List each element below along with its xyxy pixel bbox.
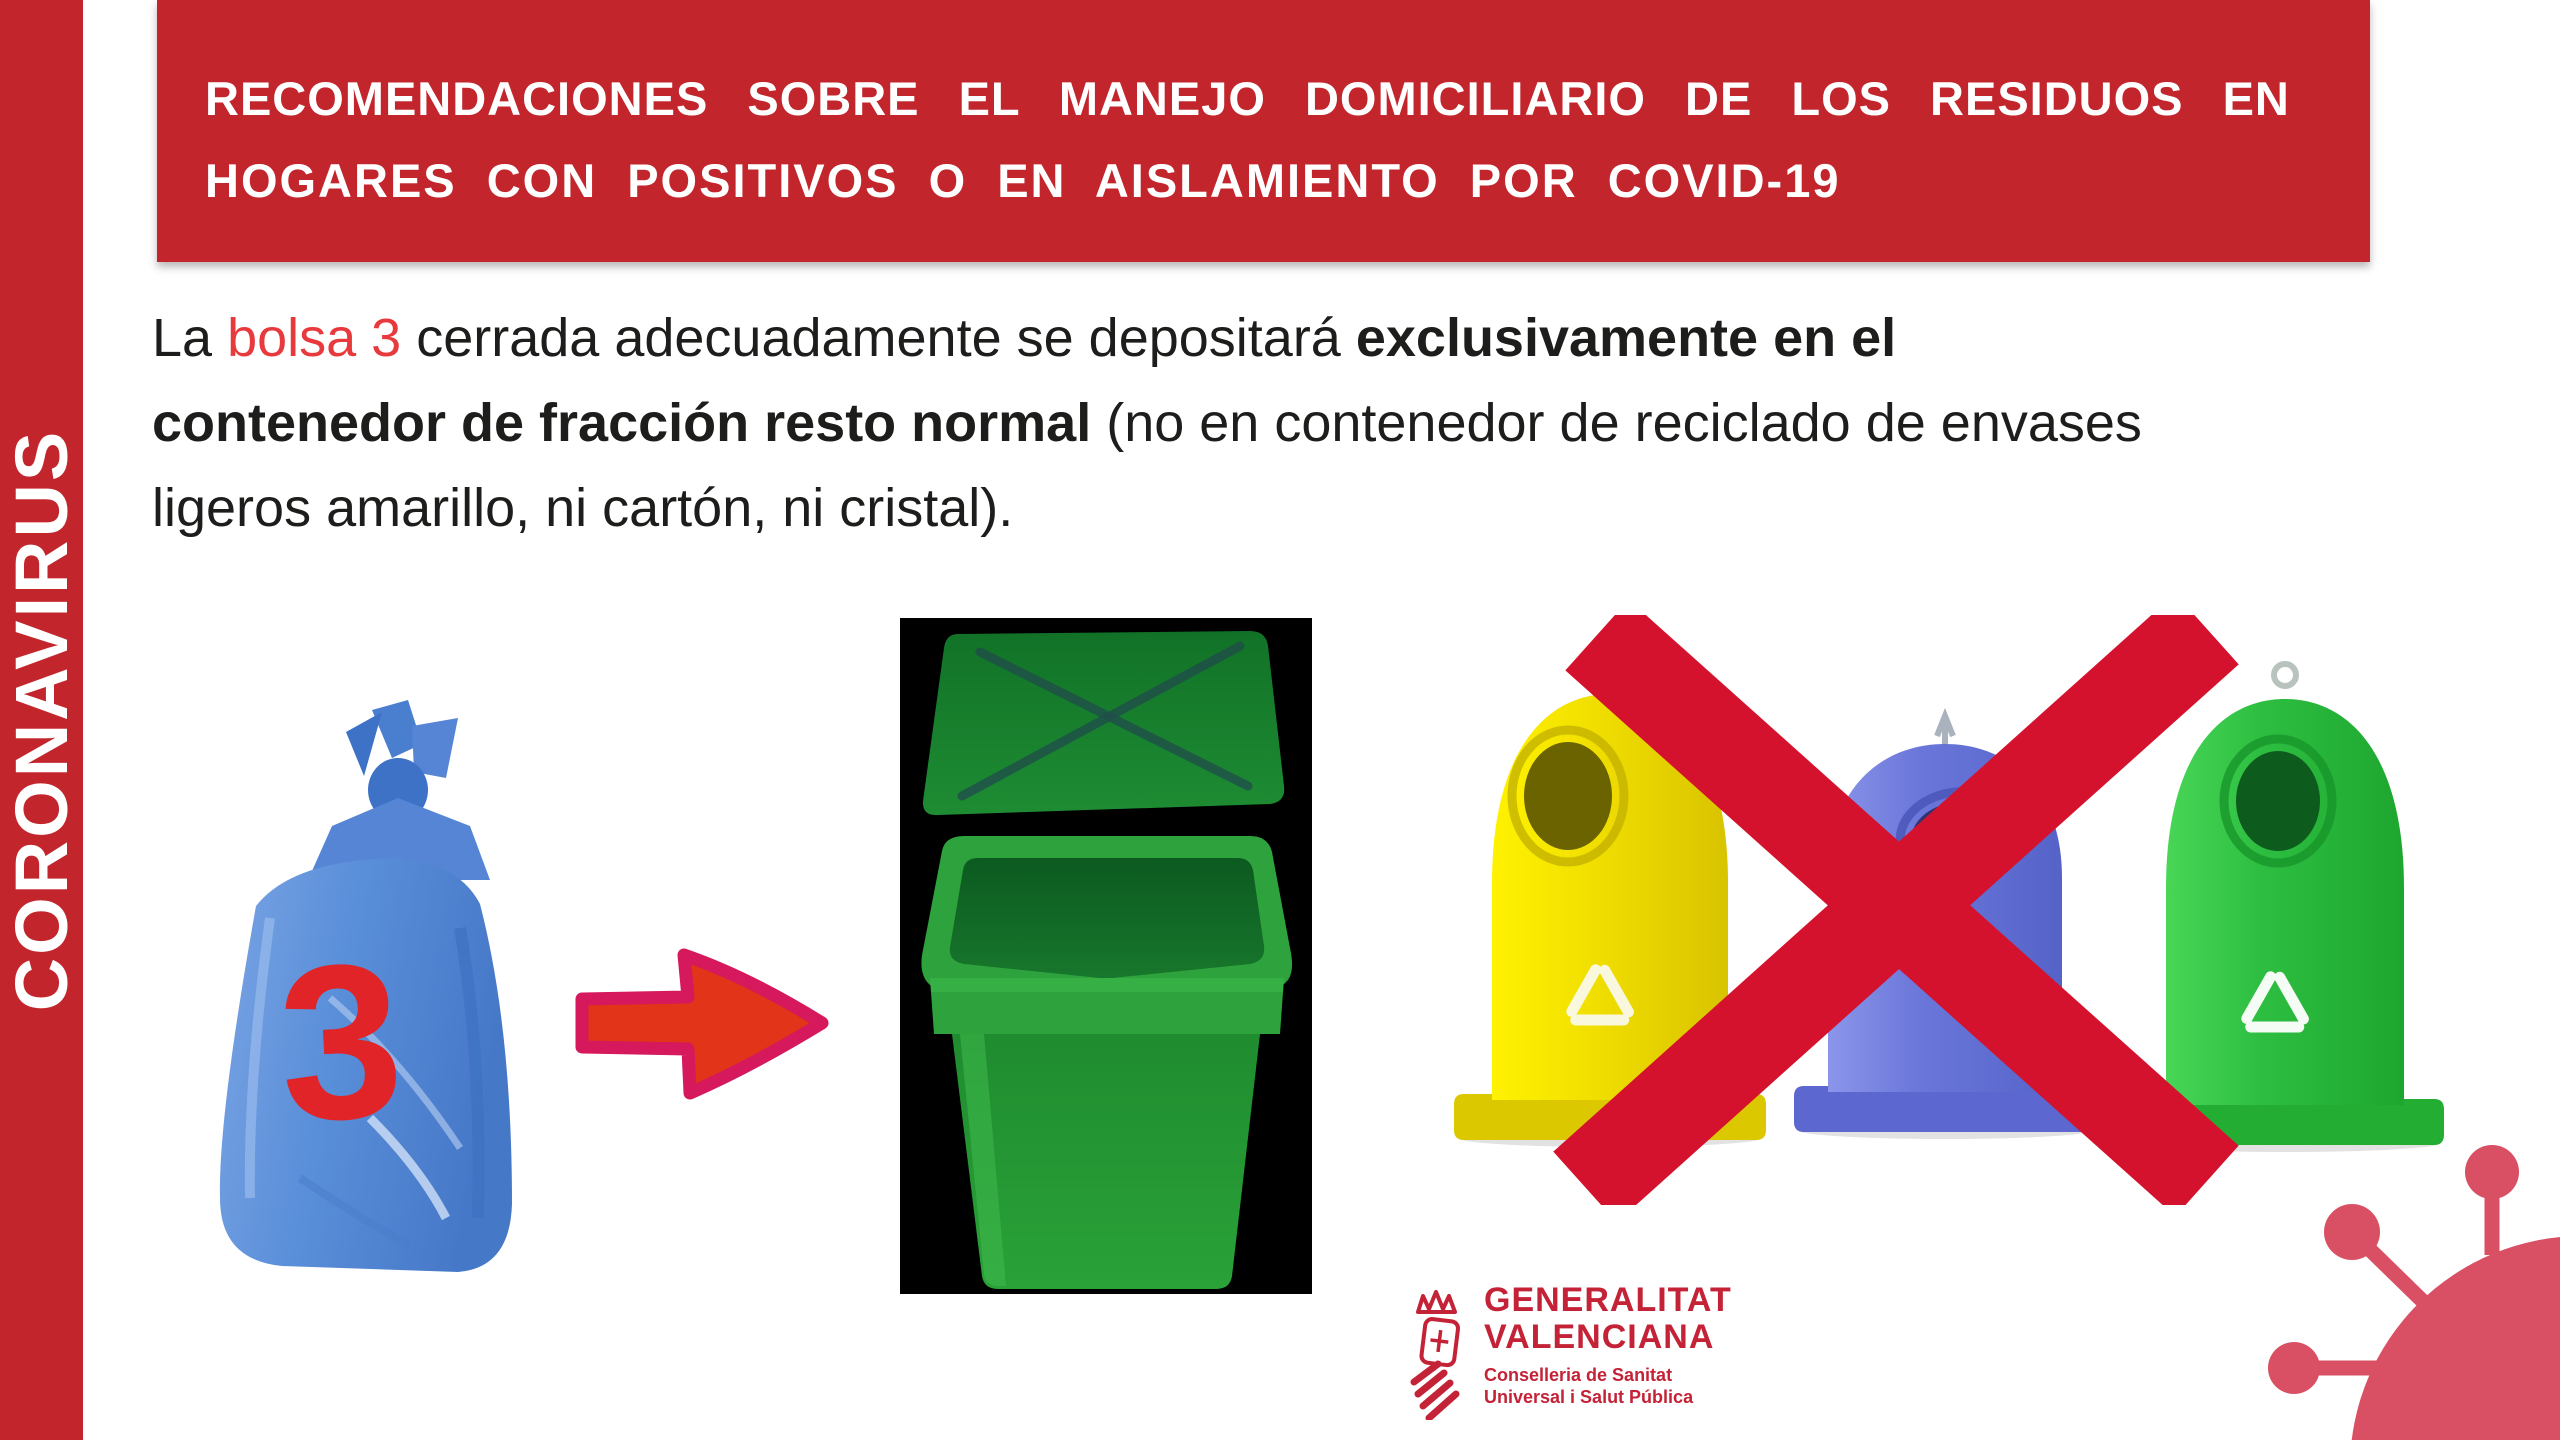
green-bin-graphic	[900, 618, 1312, 1294]
body-text-segment: (no en contenedor de reciclado de envases	[1091, 393, 2142, 453]
body-text-segment: cerrada adecuadamente se depositará	[401, 308, 1356, 368]
logo-generalitat: GENERALITAT	[1484, 1281, 1732, 1319]
container-ring	[2274, 664, 2296, 686]
coronavirus-sidebar	[0, 0, 83, 1440]
arrow-right-icon	[570, 925, 840, 1130]
body-text-line	[152, 296, 2352, 381]
coronavirus-label: CORONAVIRUS	[0, 428, 83, 1012]
title-banner	[157, 0, 2370, 262]
coronavirus-sidebar-rotated	[0, 0, 83, 1440]
logo-conselleria-line1: Conselleria de Sanitat	[1484, 1365, 1673, 1385]
bag-number-label: 3	[273, 915, 409, 1168]
bag-knot	[308, 700, 490, 880]
rest-fraction-bin-panel	[900, 618, 1312, 1294]
body-text-segment: contenedor de fracción resto normal	[152, 393, 1092, 453]
coronavirus-decoration-icon	[2230, 1120, 2560, 1440]
body-text-line	[152, 381, 2352, 466]
body-text-line	[152, 466, 2352, 551]
title-line-1: RECOMENDACIONES SOBRE EL MANEJO DOMICILIARIO DE LOS RESIDUOS EN	[205, 72, 2290, 125]
body-text	[152, 296, 2352, 551]
red-cross-icon	[1545, 615, 2255, 1205]
title-line-2: HOGARES CON POSITIVOS O EN AISLAMIENTO POR COVID-19	[205, 154, 1841, 207]
logo-valenciana: VALENCIANA	[1484, 1318, 1715, 1356]
logo-conselleria-line2: Universal i Salut Pública	[1484, 1387, 1694, 1407]
gva-coat-of-arms-icon	[1408, 1288, 1470, 1420]
body-text-segment: exclusivamente en el	[1355, 308, 1897, 368]
waste-bag-3-graphic	[160, 698, 520, 1290]
body-text-segment: ligeros amarillo, ni cartón, ni cristal).	[152, 478, 1014, 538]
body-text-segment: La	[152, 308, 228, 368]
highlighted-text: bolsa 3	[227, 308, 402, 368]
gva-logo	[1408, 1282, 1748, 1434]
